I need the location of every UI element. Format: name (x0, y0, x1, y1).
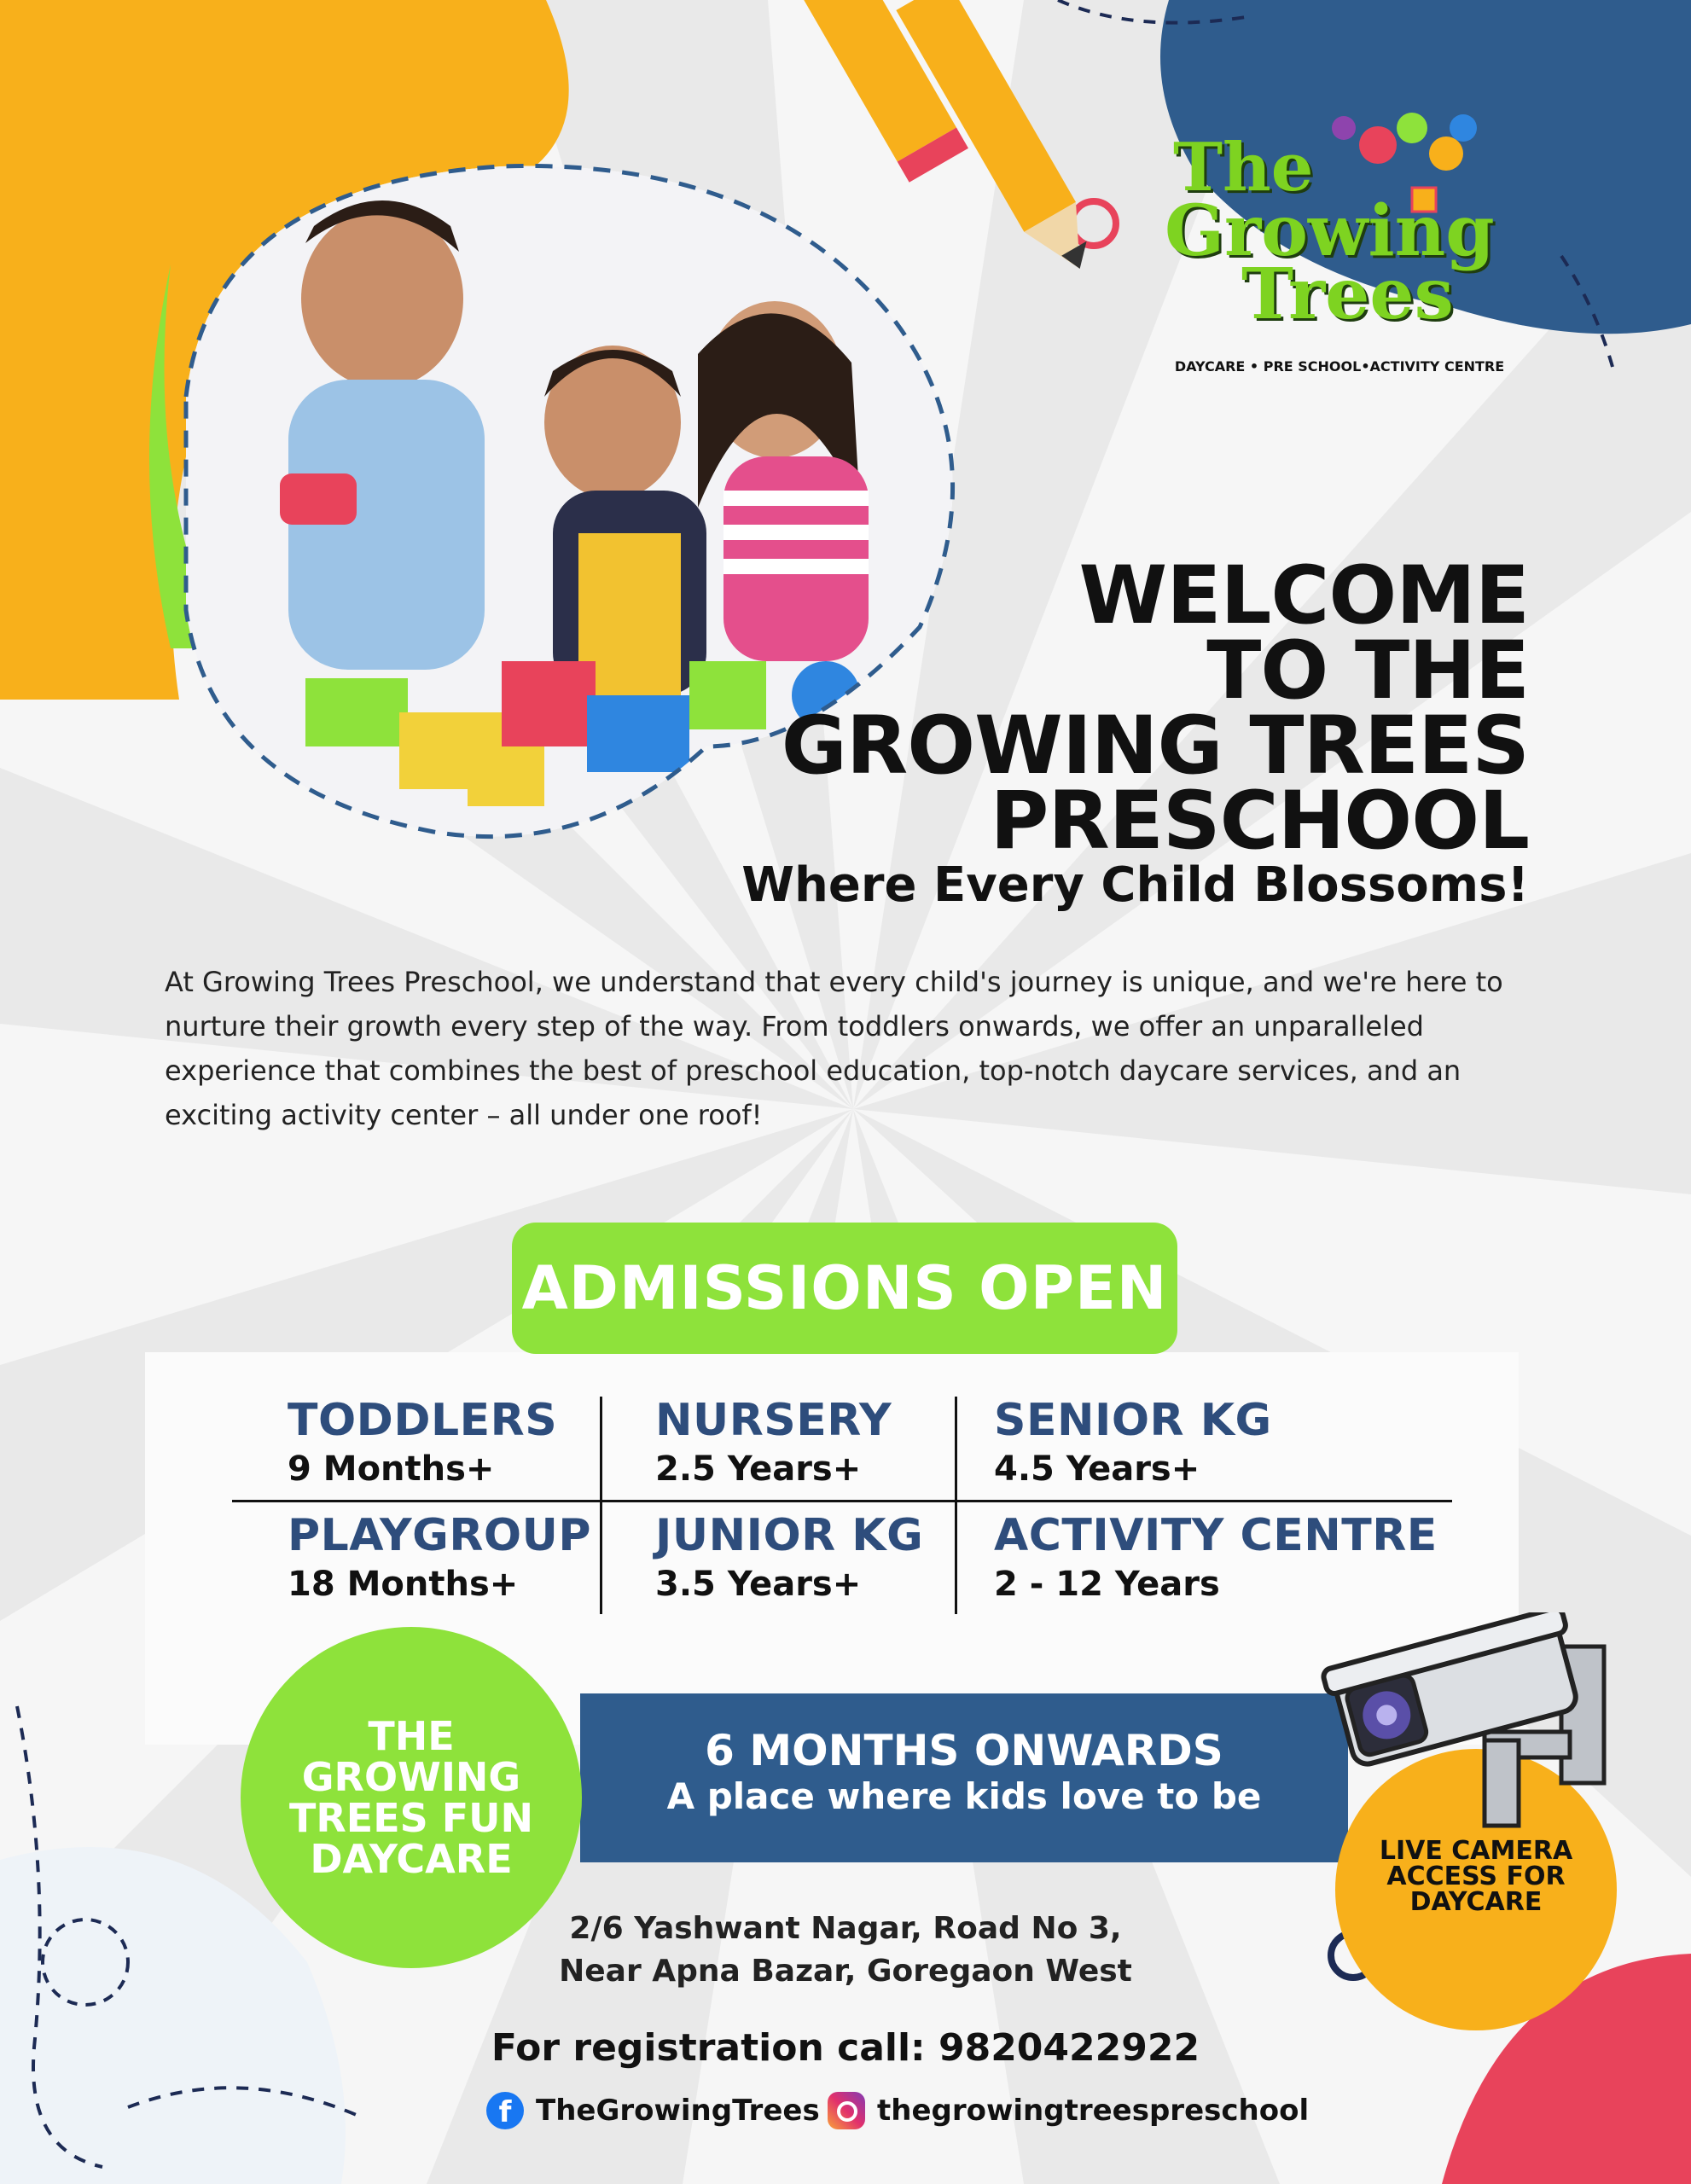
class-age: 2 - 12 Years (994, 1565, 1220, 1604)
grid-divider-vertical-2 (955, 1397, 957, 1614)
heading-line-2: TO THE (1206, 624, 1529, 717)
class-name: SENIOR KG (994, 1395, 1272, 1446)
cctv-camera-icon (1314, 1612, 1621, 1834)
class-age: 3.5 Years+ (655, 1565, 862, 1604)
logo-line-2: Growing (1165, 190, 1495, 272)
class-nursery (655, 1395, 892, 1489)
class-age: 9 Months+ (288, 1449, 495, 1489)
class-age: 4.5 Years+ (994, 1449, 1200, 1489)
heading-line-1: WELCOME (1078, 549, 1529, 642)
admissions-open-badge: ADMISSIONS OPEN (512, 1223, 1177, 1354)
tagline: Where Every Child Blossoms! (741, 857, 1529, 913)
class-age: 18 Months+ (288, 1565, 519, 1604)
grid-divider-vertical-1 (600, 1397, 602, 1614)
registration-phone: For registration call: 9820422922 (491, 2026, 1200, 2070)
facebook-icon: f (486, 2092, 524, 2129)
heading-line-4: PRESCHOOL (990, 775, 1529, 868)
facebook-link[interactable] (486, 2092, 820, 2129)
welcome-heading (781, 549, 1529, 868)
address-line-2: Near Apna Bazar, Goregaon West (559, 1954, 1132, 1989)
class-senior-kg (994, 1395, 1272, 1489)
logo (1156, 102, 1523, 375)
instagram-link[interactable] (828, 2092, 1309, 2129)
camera-line-3: DAYCARE (1409, 1887, 1543, 1917)
intro-paragraph: At Growing Trees Preschool, we understand that every child's journey is unique, and we're here to nurture their growth every step of the way. From toddlers onwards, we offer an unparalleled experience that combines the best of preschool education, top-notch daycare services, and an exciting activity center – all under one roof! (165, 966, 1503, 1131)
class-name: JUNIOR KG (655, 1510, 924, 1561)
band-title: 6 MONTHS ONWARDS (705, 1726, 1223, 1775)
daycare-line-2: GROWING (301, 1754, 521, 1800)
class-name: ACTIVITY CENTRE (994, 1510, 1438, 1561)
heading-line-3: GROWING TREES (781, 700, 1529, 793)
camera-line-2: ACCESS FOR (1386, 1862, 1566, 1891)
daycare-line-4: DAYCARE (310, 1836, 513, 1882)
camera-text (1352, 1838, 1600, 1915)
class-playgroup (288, 1510, 591, 1604)
address-line-1: 2/6 Yashwant Nagar, Road No 3, (569, 1911, 1122, 1946)
class-activity-centre (994, 1510, 1438, 1604)
instagram-handle: thegrowingtreespreschool (877, 2094, 1310, 2128)
class-toddlers (288, 1395, 557, 1489)
grid-divider-horizontal (232, 1500, 1452, 1502)
facebook-handle: TheGrowingTrees (536, 2094, 820, 2128)
daycare-band (580, 1693, 1348, 1862)
camera-line-1: LIVE CAMERA (1379, 1836, 1573, 1866)
instagram-icon (828, 2092, 865, 2129)
class-name: TODDLERS (288, 1395, 558, 1446)
logo-line-3: Trees (1241, 253, 1454, 335)
daycare-line-3: TREES FUN (288, 1795, 534, 1841)
class-name: PLAYGROUP (288, 1510, 591, 1561)
band-subtitle: A place where kids love to be (666, 1775, 1262, 1817)
logo-subtitle: DAYCARE • PRE SCHOOL•ACTIVITY CENTRE (1174, 358, 1505, 375)
class-age: 2.5 Years+ (655, 1449, 862, 1489)
daycare-line-1: THE (368, 1713, 455, 1759)
logo-line-1: The (1173, 129, 1314, 206)
class-junior-kg (655, 1510, 923, 1604)
class-name: NURSERY (655, 1395, 892, 1446)
